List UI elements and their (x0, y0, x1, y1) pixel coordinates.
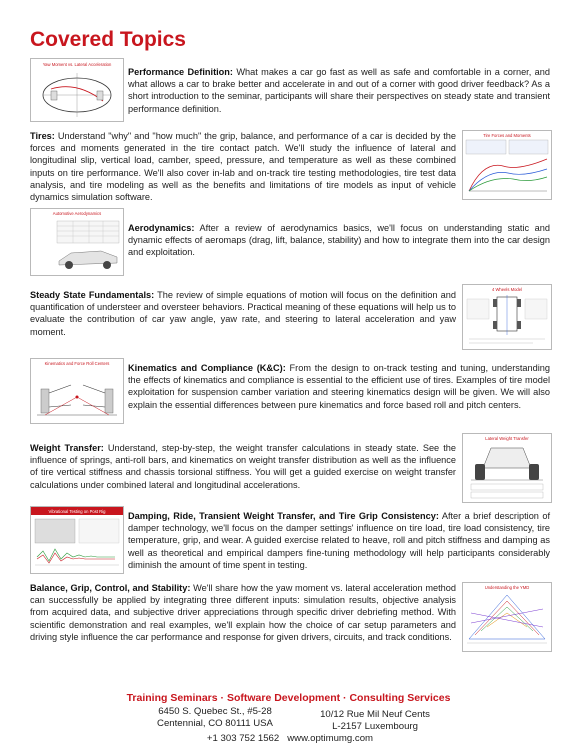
topic-heading: Kinematics and Compliance (K&C): (128, 363, 286, 373)
topic-weight-transfer (30, 442, 456, 491)
topic-body: What makes a car go fast as well as safe and comfortable in a corner, and what allows a car to brake better and accelerate in and out of a corner with good driver feedback? As a short introduction to the seminar, participants will share their perspectives on steady state and transient performance definition. (128, 67, 550, 114)
topic-heading: Steady State Fundamentals: (30, 290, 155, 300)
thumb-title: Understanding the YMD (484, 585, 530, 590)
topic-damping (128, 510, 550, 571)
thumb-title: Lateral Weight Transfer (485, 436, 529, 441)
thumb-title: Automotive Aerodynamics (52, 211, 102, 216)
topic-heading: Aerodynamics: (128, 223, 195, 233)
topic-body: After a brief description of damper technology, we'll focus on the damper settings' influence on tire load, tire load consistency, tire temperature, grip, and wear. A guided exercise related to heave, roll and pitch stiffness and damping as well as theoretical and empirical dampers fine-tuning methodology will help participants considerably diminish the amount of time spent in testing. (128, 511, 550, 570)
topic-tires (30, 130, 456, 203)
thumbnail-yaw-moment (30, 58, 124, 122)
thumb-title: Kinematics and Force Roll Centers (44, 361, 110, 366)
thumb-title: 4 Wheels Model (491, 287, 523, 292)
topic-aerodynamics (128, 222, 550, 259)
topic-body: The review of simple equations of motion will focus on the definition and quantification of understeer and oversteer behaviors. Practical meaning of these equations will help us to evaluate the contribution of car yaw angle, yaw rate, and steering to lateral acceleration and yaw moment. (30, 290, 456, 337)
address-luxembourg (300, 709, 450, 734)
topic-balance-grip (30, 582, 456, 643)
thumbnail-aerodynamics (30, 208, 124, 276)
thumb-title: Tire Forces and Moments (483, 133, 531, 138)
footer-tagline: Training Seminars · Software Development · Consulting Services (126, 692, 451, 704)
address-usa (140, 706, 290, 731)
topic-performance-definition (128, 66, 550, 115)
footer (0, 692, 577, 704)
thumbnail-kinematics (30, 358, 124, 424)
thumb-title: Vibrational Testing on Post Rig (48, 509, 106, 514)
topic-body: We'll share how the yaw moment vs. lateral acceleration method can successfully be applied by integrating three different inputs: simulation results, objective analysis from acquired data, and subjective driver appreciations through specific driver debriefing method. With scientific demonstration and real examples, we'll explain how the choice of car setup parameters and driving style influence the car performance and response for given drivers, circuits, and track conditions. (30, 583, 457, 642)
thumbnail-tire-forces (462, 130, 552, 200)
website-link[interactable]: www.optimumg.com (287, 733, 374, 744)
thumbnail-weight-transfer (462, 433, 552, 503)
page-title: Covered Topics (30, 28, 186, 51)
topic-body: Understand "why" and "how much" the grip, balance, and performance of a car is decided by the forces and moments generated in the tire contact patch. We'll study the influence of lateral and longitudinal slip, vertical load, camber, speed, pressure, and temperature as well as these combined inputs on tire performance. We'll also cover in-lab and on-track tire testing methodologies, tire test data analysis, and tire modeling as well as the benefits and limitations of tire models as input of vehicle dynamics simulation software. (30, 131, 456, 203)
contact-line (160, 733, 420, 745)
thumb-title: Yaw Moment vs. Lateral Acceleration (42, 62, 112, 67)
topic-heading: Tires: (30, 131, 55, 141)
thumbnail-post-rig (30, 506, 124, 574)
topic-heading: Weight Transfer: (30, 443, 104, 453)
address-lux-line2: L-2157 Luxembourg (332, 721, 418, 733)
topic-heading: Balance, Grip, Control, and Stability: (30, 583, 191, 593)
topic-body: After a review of aerodynamics basics, we'll focus on understanding static and dynamic effects of aeromaps (drag, lift, balance, stability) and how to integrate them into the car design and exploitation. (128, 223, 550, 258)
topic-heading: Performance Definition: (128, 67, 233, 77)
thumbnail-4-wheels-model (462, 284, 552, 350)
topic-kinematics (128, 362, 550, 411)
topic-heading: Damping, Ride, Transient Weight Transfer, and Tire Grip Consistency: (128, 511, 439, 521)
topic-body: Understand, step-by-step, the weight transfer calculations in steady state. See the influence of springs, anti-roll bars, and kinematics on weight transfer distribution as well as the influence of tire vertical stiffness and chassis torsional stiffness. You will get a guided exercise on weight transfer calculations under combined lateral and longitudinal accelerations. (30, 443, 457, 490)
topic-body: From the design to on-track testing and tuning, understanding the effects of kinematics and compliance is essential to the efficient use of tires. Examples of tire model exploitation for suspension camber variation and steering kinematics design will be given. We will also explain the essential differences between pure kinematics and force based roll and pitch centers. (128, 363, 550, 410)
address-lux-line1: 10/12 Rue Mil Neuf Cents (320, 709, 430, 720)
address-usa-line1: 6450 S. Quebec St., #5-28 (158, 706, 272, 717)
thumbnail-ymd (462, 582, 552, 652)
address-usa-line2: Centennial, CO 80111 USA (157, 718, 273, 730)
topic-steady-state (30, 289, 456, 338)
phone-number: +1 303 752 1562 (206, 733, 280, 744)
